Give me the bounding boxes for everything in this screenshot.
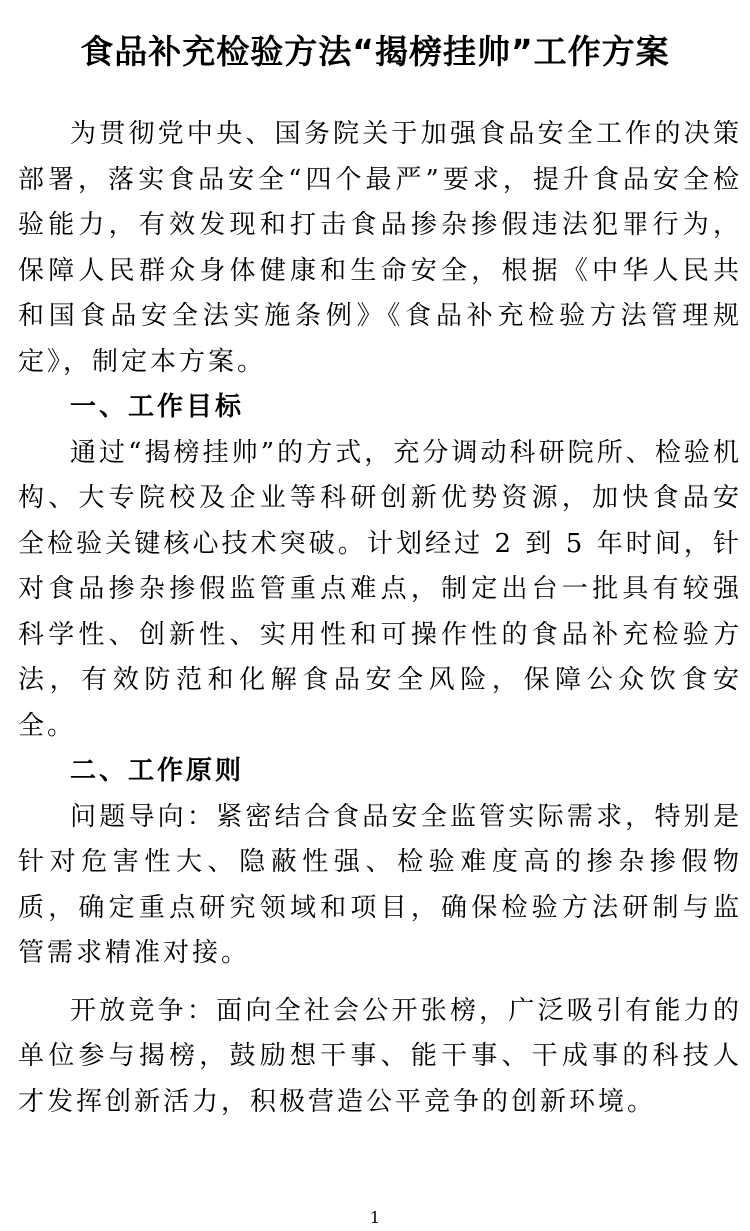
document-body [18, 112, 742, 1125]
intro-paragraph: 为贯彻党中央、国务院关于加强食品安全工作的决策部署，落实食品安全“四个最严”要求，提升食品安全检验能力，有效发现和打击食品掺杂掺假违法犯罪行为，保障人民群众身体健康和生命安全，根据《中华人民共和国食品安全法实施条例》《食品补充检验方法管理规定》，制定本方案。 [18, 119, 742, 377]
section-heading-goals: 一、工作目标 [70, 392, 245, 422]
section-heading-principles: 二、工作原则 [70, 756, 245, 786]
page-number: 1 [369, 1208, 381, 1227]
goals-paragraph: 通过“揭榜挂帅”的方式，充分调动科研院所、检验机构、大专院校及企业等科研创新优势资源，加快食品安全检验关键核心技术突破。计划经过 2 到 5 年时间，针对食品掺杂掺假监管重点难点，制定出台一批具有较强科学性、创新性、实用性和可操作性的食品补充检验方法，有效防范和化解食品安全风险，保障公众饮食安全。 [18, 437, 742, 741]
principle-open-competition-paragraph: 开放竞争：面向全社会公开张榜，广泛吸引有能力的单位参与揭榜，鼓励想干事、能干事、干成事的科技人才发挥创新活力，积极营造公平竞争的创新环境。 [18, 995, 742, 1117]
principle-problem-oriented-paragraph: 问题导向：紧密结合食品安全监管实际需求，特别是针对危害性大、隐蔽性强、检验难度高的掺杂掺假物质，确定重点研究领域和项目，确保检验方法研制与监管需求精准对接。 [18, 801, 742, 968]
document-title: 食品补充检验方法“揭榜挂帅”工作方案 [80, 32, 670, 72]
